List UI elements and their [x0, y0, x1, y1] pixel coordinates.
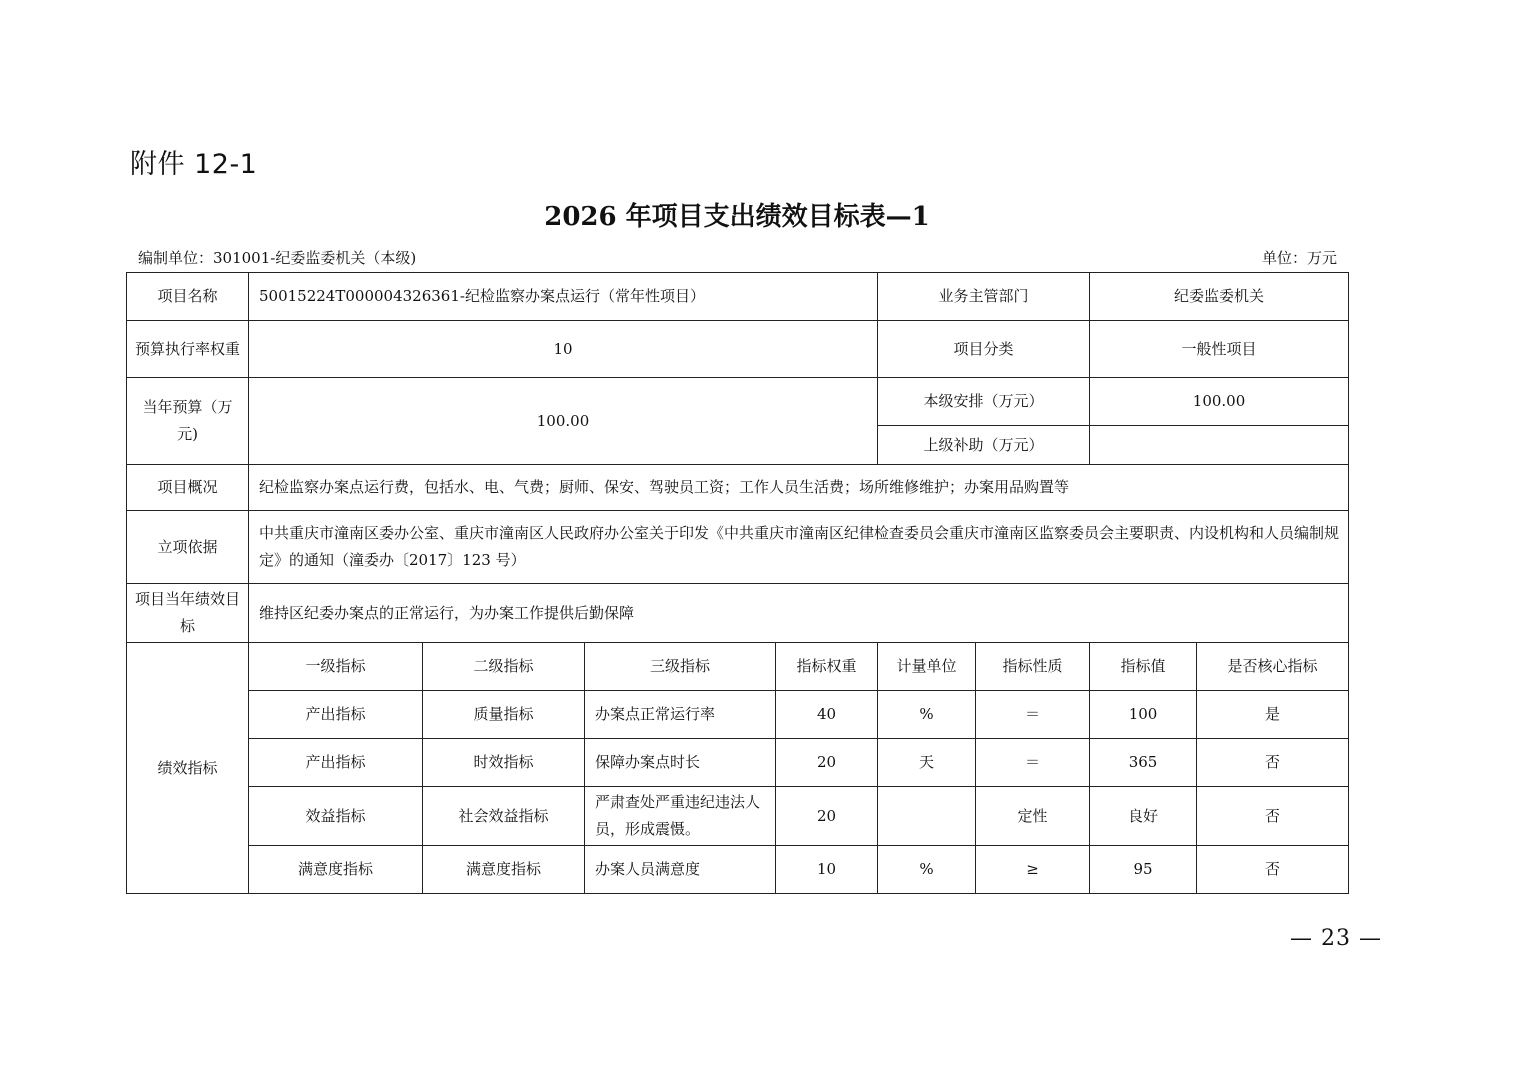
subsidy-value: [1090, 426, 1349, 465]
document-title: 2026 年项目支出绩效目标表—1: [544, 202, 930, 232]
compiling-unit: 编制单位：301001-纪委监委机关（本级): [138, 249, 417, 267]
cell-level3: 严肃查处严重违纪违法人员，形成震慑。: [585, 787, 776, 846]
cell-nature: ＝: [976, 739, 1090, 787]
attachment-label: 附件 12-1: [130, 149, 258, 180]
budget-value: 100.00: [249, 378, 878, 465]
cell-nature: 定性: [976, 787, 1090, 846]
cell-level3: 保障办案点时长: [585, 739, 776, 787]
cell-unit: [878, 787, 976, 846]
row-weight: [127, 321, 1349, 378]
header-weight: 指标权重: [776, 643, 878, 691]
header-nature: 指标性质: [976, 643, 1090, 691]
cell-value: 365: [1090, 739, 1197, 787]
currency-unit: 单位：万元: [1261, 249, 1337, 267]
cell-weight: 20: [776, 787, 878, 846]
category-label: 项目分类: [878, 321, 1090, 378]
dept-value: 纪委监委机关: [1090, 273, 1349, 321]
cell-level3: 办案人员满意度: [585, 846, 776, 894]
cell-level2: 社会效益指标: [423, 787, 585, 846]
cell-unit: %: [878, 691, 976, 739]
row-overview: [127, 465, 1349, 511]
page-number: — 23 —: [1290, 926, 1382, 951]
cell-value: 良好: [1090, 787, 1197, 846]
performance-target-table: [126, 272, 1349, 894]
project-name-label: 项目名称: [127, 273, 249, 321]
cell-value: 95: [1090, 846, 1197, 894]
local-value: 100.00: [1090, 378, 1349, 426]
cell-level1: 效益指标: [249, 787, 423, 846]
cell-weight: 10: [776, 846, 878, 894]
basis-label: 立项依据: [127, 511, 249, 584]
cell-level1: 满意度指标: [249, 846, 423, 894]
goal-label: 项目当年绩效目标: [127, 584, 249, 643]
header-level1: 一级指标: [249, 643, 423, 691]
weight-label: 预算执行率权重: [127, 321, 249, 378]
cell-unit: 天: [878, 739, 976, 787]
project-name-value: 50015224T000004326361-纪检监察办案点运行（常年性项目）: [249, 273, 878, 321]
cell-core: 否: [1197, 787, 1349, 846]
cell-core: 否: [1197, 846, 1349, 894]
subsidy-label: 上级补助（万元）: [878, 426, 1090, 465]
overview-label: 项目概况: [127, 465, 249, 511]
overview-value: 纪检监察办案点运行费，包括水、电、气费；厨师、保安、驾驶员工资；工作人员生活费；场所维修维护；办案用品购置等: [249, 465, 1349, 511]
cell-unit: %: [878, 846, 976, 894]
cell-core: 是: [1197, 691, 1349, 739]
cell-level3: 办案点正常运行率: [585, 691, 776, 739]
table-row: [127, 787, 1349, 846]
cell-level2: 满意度指标: [423, 846, 585, 894]
header-core: 是否核心指标: [1197, 643, 1349, 691]
cell-nature: ≥: [976, 846, 1090, 894]
table-row: [127, 691, 1349, 739]
goal-value: 维持区纪委办案点的正常运行，为办案工作提供后勤保障: [249, 584, 1349, 643]
table-row: [127, 846, 1349, 894]
cell-level1: 产出指标: [249, 691, 423, 739]
header-unit: 计量单位: [878, 643, 976, 691]
budget-label: 当年预算（万元): [127, 378, 249, 465]
cell-value: 100: [1090, 691, 1197, 739]
row-goal: [127, 584, 1349, 643]
row-basis: [127, 511, 1349, 584]
cell-nature: ＝: [976, 691, 1090, 739]
header-value: 指标值: [1090, 643, 1197, 691]
indicators-section-label: 绩效指标: [127, 643, 249, 894]
cell-level2: 质量指标: [423, 691, 585, 739]
indicator-header-row: [127, 643, 1349, 691]
row-project-name: [127, 273, 1349, 321]
dept-label: 业务主管部门: [878, 273, 1090, 321]
table-row: [127, 739, 1349, 787]
local-label: 本级安排（万元）: [878, 378, 1090, 426]
cell-weight: 40: [776, 691, 878, 739]
basis-value: 中共重庆市潼南区委办公室、重庆市潼南区人民政府办公室关于印发《中共重庆市潼南区纪律检查委员会重庆市潼南区监察委员会主要职责、内设机构和人员编制规定》的通知（潼委办〔2017〕123 号）: [249, 511, 1349, 584]
cell-level1: 产出指标: [249, 739, 423, 787]
row-budget-local: [127, 378, 1349, 426]
header-level2: 二级指标: [423, 643, 585, 691]
cell-level2: 时效指标: [423, 739, 585, 787]
cell-weight: 20: [776, 739, 878, 787]
header-level3: 三级指标: [585, 643, 776, 691]
category-value: 一般性项目: [1090, 321, 1349, 378]
cell-core: 否: [1197, 739, 1349, 787]
weight-value: 10: [249, 321, 878, 378]
